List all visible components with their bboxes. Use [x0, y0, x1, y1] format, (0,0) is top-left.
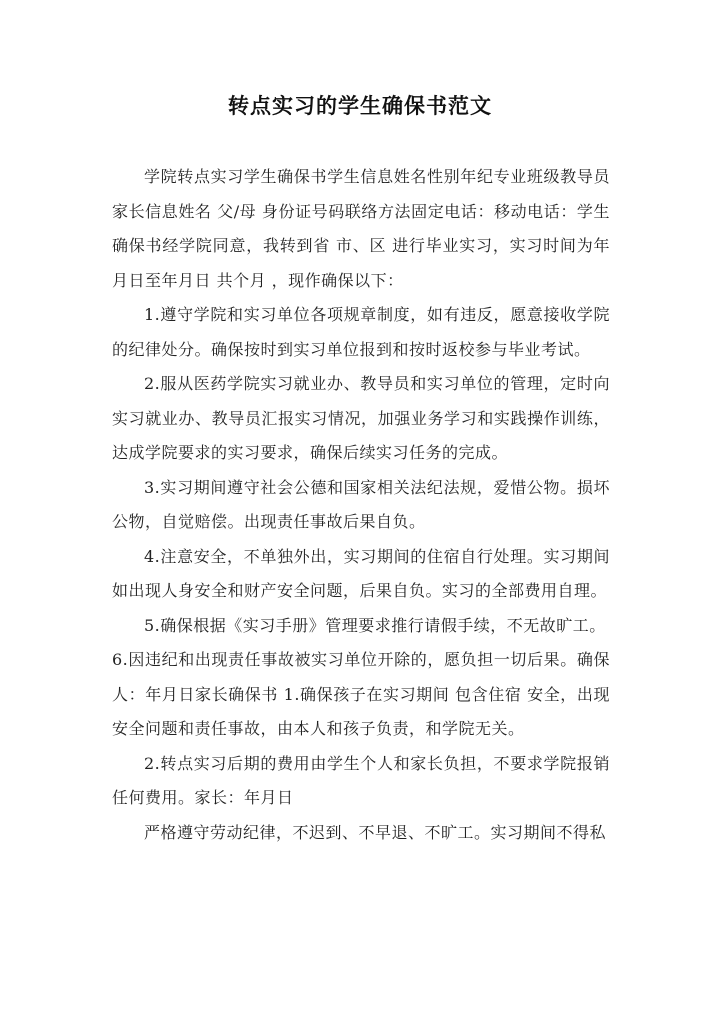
paragraph-discipline: 严格遵守劳动纪律，不迟到、不早退、不旷工。实习期间不得私	[144, 822, 607, 842]
paragraph-item-6: 6.因违纪和出现责任事故被实习单位开除的，愿负担一切后果。确保人：年月日家长确保书 1.确保孩子在实习期间 包含住宿 安全，出现安全问题和责任事故，由本人和孩子负责，和学院无关。	[112, 650, 610, 738]
paragraph-item-5: 5.确保根据《实习手册》管理要求推行请假手续，不无故旷工。	[144, 615, 606, 635]
paragraph-item-3: 3.实习期间遵守社会公德和国家相关法纪法规，爱惜公物。损坏公物，自觉赔偿。出现责任事故后果自负。	[112, 477, 610, 531]
paragraph-parent-item-2: 2.转点实习后期的费用由学生个人和家长负担，不要求学院报销任何费用。家长：年月日	[112, 753, 610, 807]
paragraph-item-4: 4.注意安全，不单独外出，实习期间的住宿自行处理。实习期间如出现人身安全和财产安全问题，后果自负。实习的全部费用自理。	[112, 546, 610, 600]
document-title: 转点实习的学生确保书范文	[228, 93, 492, 118]
document-body	[112, 160, 610, 850]
paragraph-item-1: 1.遵守学院和实习单位各项规章制度，如有违反，愿意接收学院的纪律处分。确保按时到实习单位报到和按时返校参与毕业考试。	[112, 305, 610, 359]
paragraph-intro: 学院转点实习学生确保书学生信息姓名性别年纪专业班级教导员家长信息姓名 父/母 身份证号码联络方法固定电话：移动电话：学生确保书经学院同意，我转到省 市、区 进行毕业实习，实习时间为年月日至年月日 共个月 ，现作确保以下：	[112, 167, 610, 290]
paragraph-item-2: 2.服从医药学院实习就业办、教导员和实习单位的管理，定时向实习就业办、教导员汇报实习情况，加强业务学习和实践操作训练，达成学院要求的实习要求，确保后续实习任务的完成。	[112, 374, 610, 462]
